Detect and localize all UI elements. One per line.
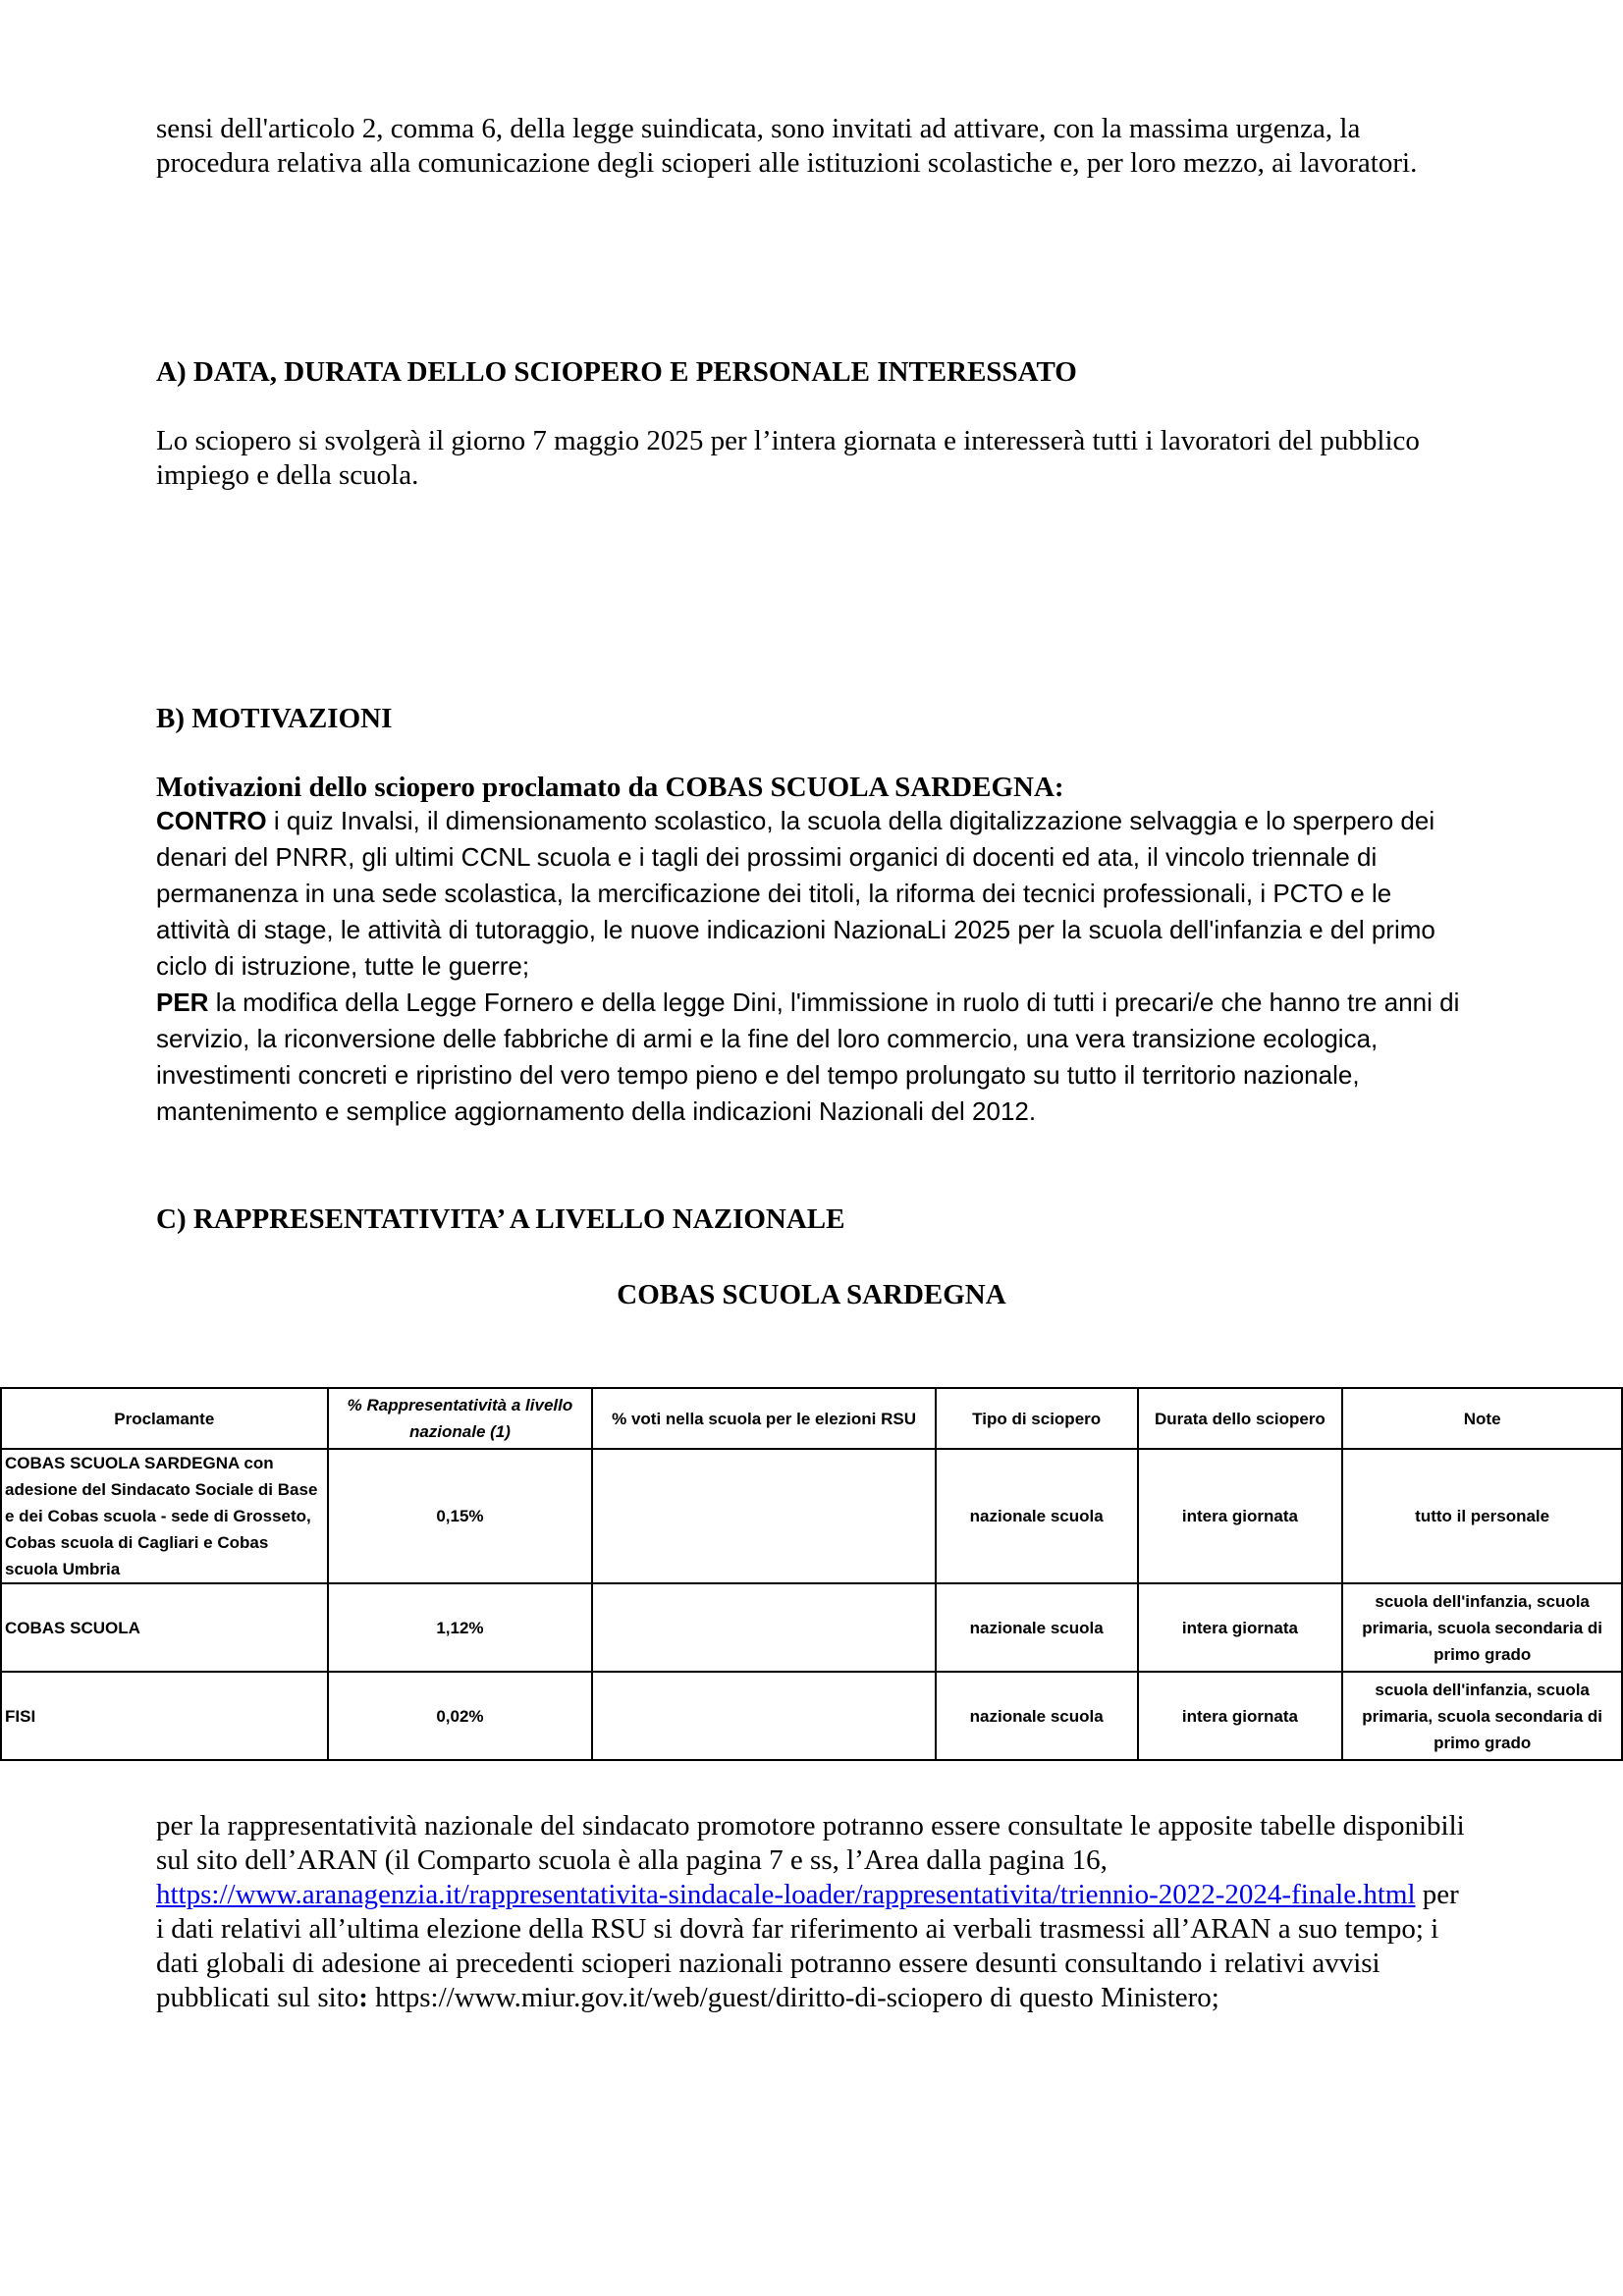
cell-tipo: nazionale scuola bbox=[936, 1583, 1138, 1672]
per-paragraph bbox=[156, 985, 1472, 1130]
cell-voti bbox=[592, 1583, 935, 1672]
header-proclamante: Proclamante bbox=[1, 1388, 328, 1449]
contro-paragraph bbox=[156, 803, 1472, 985]
intro-paragraph: sensi dell'articolo 2, comma 6, della legge suindicata, sono invitati ad attivare, con la massima urgenza, la procedura relativa alla comunicazione degli scioperi alle istituzioni scolastiche e, per loro mezzo, ai lavoratori. bbox=[156, 113, 1418, 179]
footer-text-end: https://www.miur.gov.it/web/guest/diritto-di-sciopero di questo Ministero; bbox=[367, 1982, 1219, 2013]
section-b-heading: B) MOTIVAZIONI bbox=[156, 703, 393, 734]
section-c-subtitle: COBAS SCUOLA SARDEGNA bbox=[617, 1279, 1006, 1310]
cell-rappresentativita: 0,15% bbox=[328, 1449, 593, 1583]
table-row bbox=[1, 1672, 1622, 1760]
section-c-heading: C) RAPPRESENTATIVITA’ A LIVELLO NAZIONALE bbox=[156, 1203, 845, 1235]
footer-colon: : bbox=[358, 1982, 368, 2013]
header-durata-sciopero: Durata dello sciopero bbox=[1138, 1388, 1343, 1449]
footer-paragraph bbox=[156, 1809, 1472, 2015]
cell-durata: intera giornata bbox=[1138, 1672, 1343, 1760]
strike-table bbox=[0, 1387, 1623, 1761]
header-tipo-sciopero: Tipo di sciopero bbox=[936, 1388, 1138, 1449]
cell-rappresentativita: 0,02% bbox=[328, 1672, 593, 1760]
cell-proclamante: COBAS SCUOLA bbox=[1, 1583, 328, 1672]
header-rappresentativita: % Rappresentatività a livello nazionale (1) bbox=[328, 1388, 593, 1449]
cell-tipo: nazionale scuola bbox=[936, 1449, 1138, 1583]
section-a-heading: A) DATA, DURATA DELLO SCIOPERO E PERSONALE INTERESSATO bbox=[156, 356, 1077, 388]
cell-durata: intera giornata bbox=[1138, 1449, 1343, 1583]
cell-note: scuola dell'infanzia, scuola primaria, scuola secondaria di primo grado bbox=[1342, 1583, 1622, 1672]
cell-voti bbox=[592, 1449, 935, 1583]
per-text: la modifica della Legge Fornero e della legge Dini, l'immissione in ruolo di tutti i precari/e che hanno tre anni di servizio, la riconversione delle fabbriche di armi e la fine del loro commercio, una vera transizione ecologica, investimenti concreti e ripristino del vero tempo pieno e del tempo prolungato su tutto il territorio nazionale, mantenimento e semplice aggiornamento della indicazioni Nazionali del 2012. bbox=[156, 988, 1460, 1126]
section-b-subheading: Motivazioni dello sciopero proclamato da COBAS SCUOLA SARDEGNA: bbox=[156, 772, 1064, 803]
cell-durata: intera giornata bbox=[1138, 1583, 1343, 1672]
header-note: Note bbox=[1342, 1388, 1622, 1449]
cell-note: tutto il personale bbox=[1342, 1449, 1622, 1583]
cell-proclamante: FISI bbox=[1, 1672, 328, 1760]
footer-text-before-link: per la rappresentatività nazionale del sindacato promotore potranno essere consultate le apposite tabelle disponibili sul sito dell’ARAN (il Comparto scuola è alla pagina 7 e ss, l’Area dalla pagina 16, bbox=[156, 1810, 1465, 1876]
table-row bbox=[1, 1449, 1622, 1583]
section-a-body: Lo sciopero si svolgerà il giorno 7 maggio 2025 per l’intera giornata e interesserà tutti i lavoratori del pubblico impiego e della scuola. bbox=[156, 425, 1420, 491]
table-row bbox=[1, 1583, 1622, 1672]
cell-proclamante: COBAS SCUOLA SARDEGNA con adesione del Sindacato Sociale di Base e dei Cobas scuola - sede di Grosseto, Cobas scuola di Cagliari e Cobas scuola Umbria bbox=[1, 1449, 328, 1583]
contro-label: CONTRO bbox=[156, 806, 267, 835]
footer-text-after-link: per i dati relativi all’ultima elezione della RSU si dovrà far riferimento ai verbali trasmessi all’ARAN a suo tempo; i dati globali di adesione ai precedenti scioperi nazionali potranno essere desunti consultando i relativi avvisi pubblicati sul sito bbox=[156, 1879, 1459, 2013]
cell-note: scuola dell'infanzia, scuola primaria, scuola secondaria di primo grado bbox=[1342, 1672, 1622, 1760]
cell-rappresentativita: 1,12% bbox=[328, 1583, 593, 1672]
per-label: PER bbox=[156, 988, 209, 1017]
table-header-row bbox=[1, 1388, 1622, 1449]
cell-tipo: nazionale scuola bbox=[936, 1672, 1138, 1760]
contro-text: i quiz Invalsi, il dimensionamento scolastico, la scuola della digitalizzazione selvaggia e lo sperpero dei denari del PNRR, gli ultimi CCNL scuola e i tagli dei prossimi organici di docenti ed ata, il vincolo triennale di permanenza in una sede scolastica, la mercificazione dei titoli, la riforma dei tecnici professionali, i PCTO e le attività di stage, le attività di tutoraggio, le nuove indicazioni NazionaLi 2025 per la scuola dell'infanzia e del primo ciclo di istruzione, tutte le guerre; bbox=[156, 806, 1435, 981]
motivations-text bbox=[156, 803, 1472, 1130]
header-voti-rsu: % voti nella scuola per le elezioni RSU bbox=[592, 1388, 935, 1449]
aran-link[interactable]: https://www.aranagenzia.it/rappresentativita-sindacale-loader/rappresentativita/triennio-2022-2024-finale.html bbox=[156, 1879, 1416, 1910]
cell-voti bbox=[592, 1672, 935, 1760]
